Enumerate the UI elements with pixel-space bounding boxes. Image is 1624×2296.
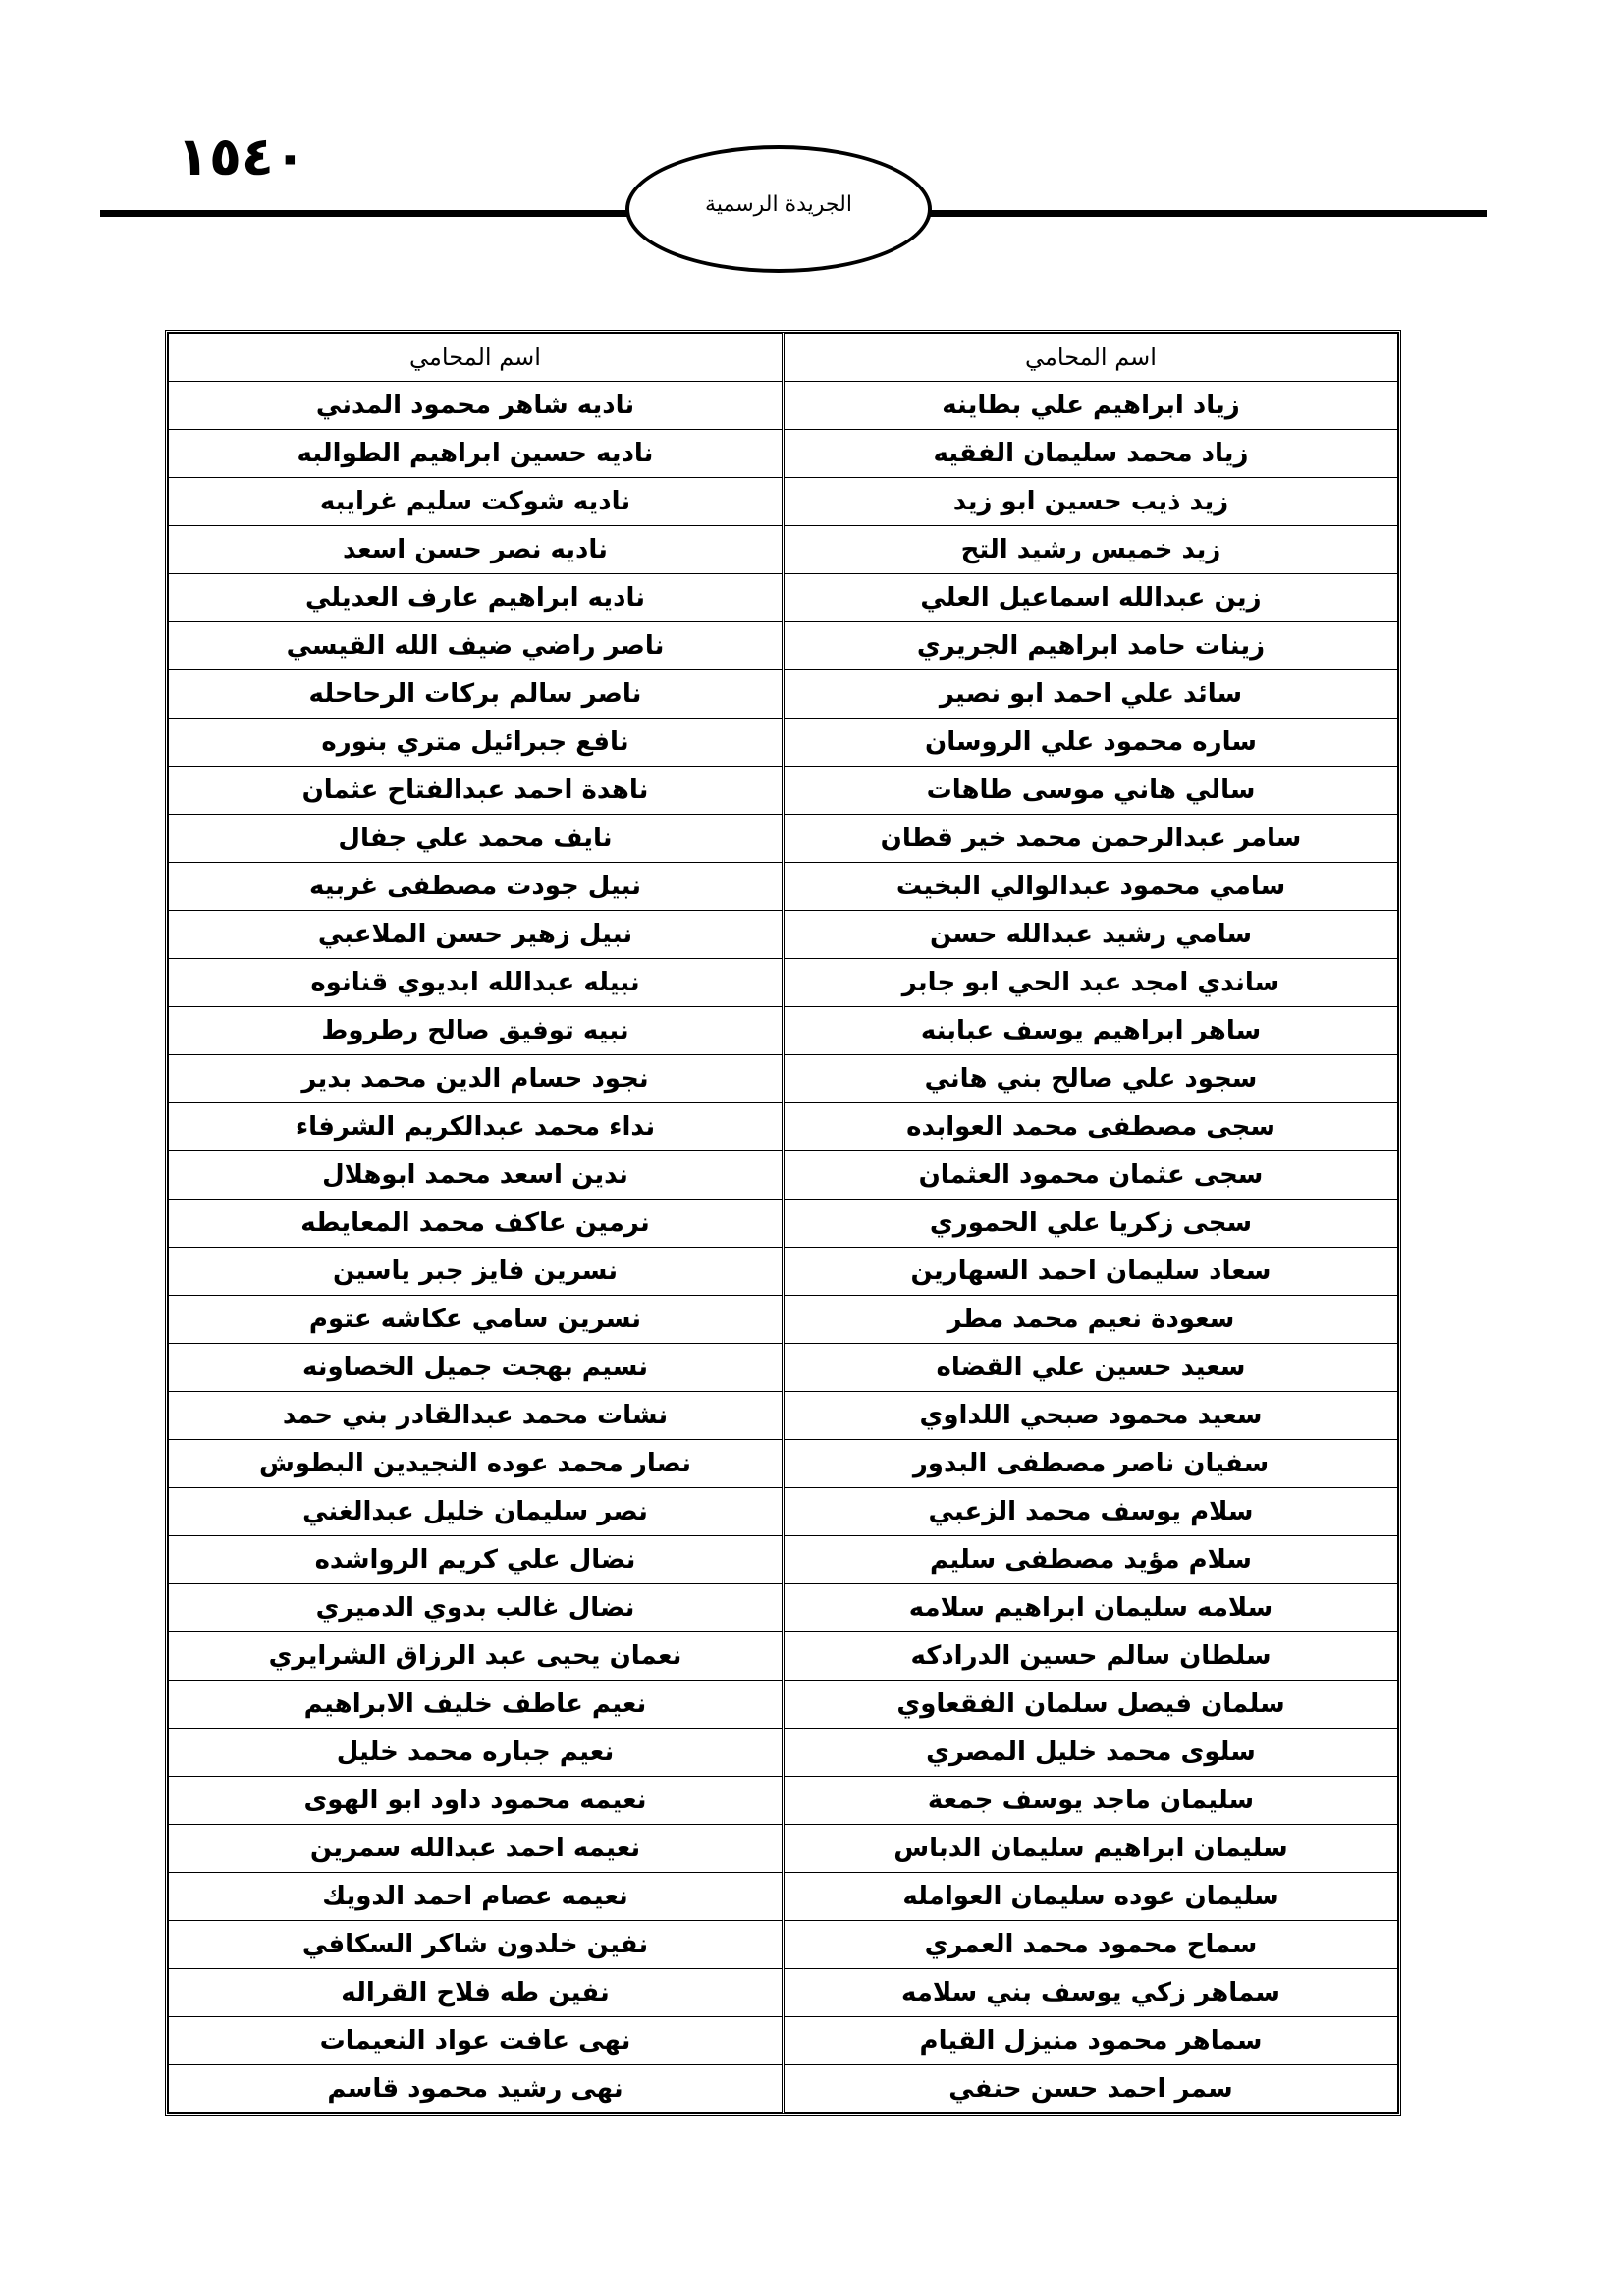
table-row	[169, 1536, 1398, 1584]
lawyer-name-cell: نعيمه محمود داود ابو الهوى	[169, 1777, 784, 1825]
lawyer-name-cell: نهى عافت عواد النعيمات	[169, 2017, 784, 2065]
lawyer-name-cell: زيد ذيب حسين ابو زيد	[784, 478, 1398, 526]
table-row	[169, 622, 1398, 670]
lawyer-name-cell: نصار محمد عوده النجيدين البطوش	[169, 1440, 784, 1488]
table-row	[169, 2017, 1398, 2065]
lawyer-name-cell: ناديه شوكت سليم غرايبه	[169, 478, 784, 526]
lawyer-name-cell: سلوى محمد خليل المصري	[784, 1729, 1398, 1777]
lawyer-name-cell: سلامه سليمان ابراهيم سلامه	[784, 1584, 1398, 1632]
table-row	[169, 719, 1398, 767]
lawyer-name-cell: نفين طه فلاح القراله	[169, 1969, 784, 2017]
header-oval	[625, 145, 932, 273]
table-row	[169, 1296, 1398, 1344]
lawyer-name-cell: ناهدة احمد عبدالفتاح عثمان	[169, 767, 784, 815]
column-header-left: اسم المحامي	[169, 334, 784, 382]
table-row	[169, 959, 1398, 1007]
lawyer-name-cell: سعودة نعيم محمد مطر	[784, 1296, 1398, 1344]
lawyer-name-cell: نبيله عبدالله ابديوي قنانوه	[169, 959, 784, 1007]
lawyer-name-cell: نايف محمد علي جفال	[169, 815, 784, 863]
lawyer-name-cell: ساهر ابراهيم يوسف عبابنه	[784, 1007, 1398, 1055]
table-row	[169, 1681, 1398, 1729]
lawyer-name-cell: نعيم جباره محمد خليل	[169, 1729, 784, 1777]
table-row	[169, 574, 1398, 622]
lawyer-name-cell: زين عبدالله اسماعيل العلي	[784, 574, 1398, 622]
lawyer-name-cell: نفين خلدون شاكر السكافي	[169, 1921, 784, 1969]
table-row	[169, 1200, 1398, 1248]
table-header-row	[169, 334, 1398, 382]
table-row	[169, 670, 1398, 719]
lawyer-name-cell: نافع جبرائيل متري بنوره	[169, 719, 784, 767]
table-row	[169, 2065, 1398, 2113]
table-row	[169, 1873, 1398, 1921]
table-body	[169, 382, 1398, 2113]
table-row	[169, 1055, 1398, 1103]
lawyer-name-cell: ساره محمود علي الروسان	[784, 719, 1398, 767]
lawyer-name-cell: سليمان ابراهيم سليمان الدباس	[784, 1825, 1398, 1873]
lawyer-name-cell: نصر سليمان خليل عبدالغني	[169, 1488, 784, 1536]
lawyer-name-cell: ندين اسعد محمد ابوهلال	[169, 1151, 784, 1200]
lawyer-name-cell: زياد ابراهيم علي بطاينه	[784, 382, 1398, 430]
lawyer-name-cell: سلطان سالم حسين الدرادكه	[784, 1632, 1398, 1681]
column-header-right: اسم المحامي	[784, 334, 1398, 382]
lawyer-name-cell: سلام يوسف محمد الزعبي	[784, 1488, 1398, 1536]
lawyer-name-cell: زياد محمد سليمان الفقيه	[784, 430, 1398, 478]
lawyer-name-cell: نشات محمد عبدالقادر بني حمد	[169, 1392, 784, 1440]
table-row	[169, 430, 1398, 478]
table-row	[169, 1825, 1398, 1873]
lawyer-name-cell: نهى رشيد محمود قاسم	[169, 2065, 784, 2113]
lawyer-name-cell: سماهر زكي يوسف بني سلامه	[784, 1969, 1398, 2017]
lawyer-name-cell: سجود علي صالح بني هاني	[784, 1055, 1398, 1103]
lawyer-name-cell: ناديه حسين ابراهيم الطوالبه	[169, 430, 784, 478]
table-row	[169, 1777, 1398, 1825]
lawyer-name-cell: سلمان فيصل سلمان الفقعاوي	[784, 1681, 1398, 1729]
lawyer-name-cell: سعيد محمود صبحي اللداوي	[784, 1392, 1398, 1440]
lawyer-name-cell: سعاد سليمان احمد السهارين	[784, 1248, 1398, 1296]
lawyer-name-cell: ناصر سالم بركات الرحاحله	[169, 670, 784, 719]
table-row	[169, 1007, 1398, 1055]
table-row	[169, 911, 1398, 959]
table-row	[169, 1103, 1398, 1151]
lawyer-name-cell: ناديه ابراهيم عارف العديلي	[169, 574, 784, 622]
lawyer-name-cell: سجى زكريا علي الحموري	[784, 1200, 1398, 1248]
table-row	[169, 1729, 1398, 1777]
lawyer-name-cell: نعيمه احمد عبدالله سمرين	[169, 1825, 784, 1873]
lawyer-name-cell: نبيل جودت مصطفى غربيه	[169, 863, 784, 911]
table-row	[169, 1921, 1398, 1969]
table-row	[169, 1969, 1398, 2017]
table-row	[169, 767, 1398, 815]
lawyer-name-cell: زينات حامد ابراهيم الجريري	[784, 622, 1398, 670]
lawyer-name-cell: نبيل زهير حسن الملاعبي	[169, 911, 784, 959]
lawyer-name-cell: سماهر محمود منيزل القيام	[784, 2017, 1398, 2065]
lawyer-name-cell: سامي رشيد عبدالله حسن	[784, 911, 1398, 959]
lawyers-table-frame	[165, 330, 1401, 2116]
lawyer-name-cell: زيد خميس رشيد التح	[784, 526, 1398, 574]
lawyer-name-cell: سالي هاني موسى طاهات	[784, 767, 1398, 815]
lawyer-name-cell: ناصر راضي ضيف الله القيسي	[169, 622, 784, 670]
table-row	[169, 382, 1398, 430]
lawyer-name-cell: سمر احمد حسن حنفي	[784, 2065, 1398, 2113]
lawyer-name-cell: سفيان ناصر مصطفى البدور	[784, 1440, 1398, 1488]
lawyer-name-cell: نسرين سامي عكاشه عتوم	[169, 1296, 784, 1344]
lawyer-name-cell: سائد علي احمد ابو نصير	[784, 670, 1398, 719]
page-number: ١٥٤٠	[177, 126, 306, 187]
lawyer-name-cell: ناديه شاهر محمود المدني	[169, 382, 784, 430]
lawyer-name-cell: سلام مؤيد مصطفى سليم	[784, 1536, 1398, 1584]
lawyer-name-cell: نبيه توفيق صالح رطروط	[169, 1007, 784, 1055]
lawyer-name-cell: سامي محمود عبدالوالي البخيت	[784, 863, 1398, 911]
lawyer-name-cell: سجى مصطفى محمد العوابده	[784, 1103, 1398, 1151]
lawyer-name-cell: نرمين عاكف محمد المعايطه	[169, 1200, 784, 1248]
table-row	[169, 1392, 1398, 1440]
lawyer-name-cell: نضال غالب بدوي الدميري	[169, 1584, 784, 1632]
table-row	[169, 1584, 1398, 1632]
lawyer-name-cell: نجود حسام الدين محمد بدير	[169, 1055, 784, 1103]
table-row	[169, 1440, 1398, 1488]
table-row	[169, 1632, 1398, 1681]
table-row	[169, 1248, 1398, 1296]
lawyer-name-cell: سليمان ماجد يوسف جمعة	[784, 1777, 1398, 1825]
lawyer-name-cell: نعمان يحيى عبد الرزاق الشرايري	[169, 1632, 784, 1681]
lawyer-name-cell: ساندي امجد عبد الحي ابو جابر	[784, 959, 1398, 1007]
table-row	[169, 1344, 1398, 1392]
table-row	[169, 863, 1398, 911]
lawyers-table	[168, 333, 1398, 2113]
lawyer-name-cell: سجى عثمان محمود العثمان	[784, 1151, 1398, 1200]
lawyer-name-cell: نضال علي كريم الرواشده	[169, 1536, 784, 1584]
table-row	[169, 1488, 1398, 1536]
lawyer-name-cell: ناديه نصر حسن اسعد	[169, 526, 784, 574]
lawyer-name-cell: سامر عبدالرحمن محمد خير قطان	[784, 815, 1398, 863]
table-row	[169, 815, 1398, 863]
lawyer-name-cell: نعيمه عصام احمد الدويك	[169, 1873, 784, 1921]
table-row	[169, 526, 1398, 574]
lawyer-name-cell: سليمان عوده سليمان العوامله	[784, 1873, 1398, 1921]
table-row	[169, 1151, 1398, 1200]
lawyer-name-cell: سماح محمود محمد العمري	[784, 1921, 1398, 1969]
lawyer-name-cell: نسيم بهجت جميل الخصاونه	[169, 1344, 784, 1392]
lawyer-name-cell: سعيد حسين علي القضاه	[784, 1344, 1398, 1392]
lawyer-name-cell: نعيم عاطف خليف الابراهيم	[169, 1681, 784, 1729]
lawyer-name-cell: نسرين فايز جبر ياسين	[169, 1248, 784, 1296]
header-title: الجريدة الرسمية	[705, 192, 852, 217]
table-row	[169, 478, 1398, 526]
lawyer-name-cell: نداء محمد عبدالكريم الشرفاء	[169, 1103, 784, 1151]
